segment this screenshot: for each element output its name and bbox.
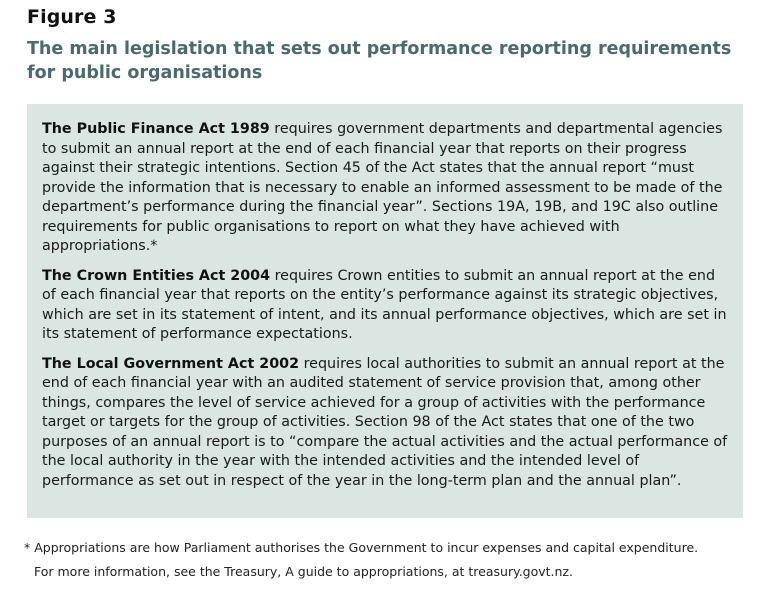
act-name-local-government: The Local Government Act 2002 <box>42 355 300 372</box>
legislation-paragraph-crown-entities-act <box>42 267 729 345</box>
figure-label: Figure 3 <box>27 6 117 28</box>
act-name-public-finance: The Public Finance Act 1989 <box>42 121 270 137</box>
legislation-box <box>27 104 743 518</box>
legislation-paragraph-local-government-act <box>42 355 729 492</box>
act-name-crown-entities: The Crown Entities Act 2004 <box>42 267 271 284</box>
footnote-appropriations: * Appropriations are how Parliament authorises the Government to incur expenses and capital expenditure. <box>24 540 699 555</box>
act-description-crown-entities: requires Crown entities to submit an annual report at the end of each financial year that reports on the entity’s performance against its strategic objectives, which are set in its statement of intent, and its annual performance objectives, which are set in its statement of performance expectations. <box>42 267 727 342</box>
footnote-more-information: For more information, see the Treasury, A guide to appropriations, at treasury.govt.nz. <box>34 564 573 579</box>
figure-title: The main legislation that sets out performance reporting requirements for public organisations <box>27 39 732 83</box>
act-description-public-finance: requires government departments and departmental agencies to submit an annual report at the end of each financial year that reports on their progress against their strategic intentions. Section 45 of the Act states that the annual report “must provide the information that is necessary to enable an informed assessment to be made of the department’s performance during the financial year”. Sections 19A, 19B, and 19C also outline requirements for public organisations to report on what they have achieved with appropriations.* <box>42 121 723 254</box>
act-description-local-government: requires local authorities to submit an annual report at the end of each financial year with an audited statement of service provision that, among other things, compares the level of service achieved for a group of activities with the performance target or targets for the group of activities. Section 98 of the Act states that one of the two purposes of an annual report is to “compare the actual activities and the actual performance of the local authority in the year with the intended activities and the intended level of performance as set out in respect of the year in the long-term plan and the annual plan”. <box>42 355 728 489</box>
legislation-paragraph-public-finance-act <box>42 120 729 257</box>
